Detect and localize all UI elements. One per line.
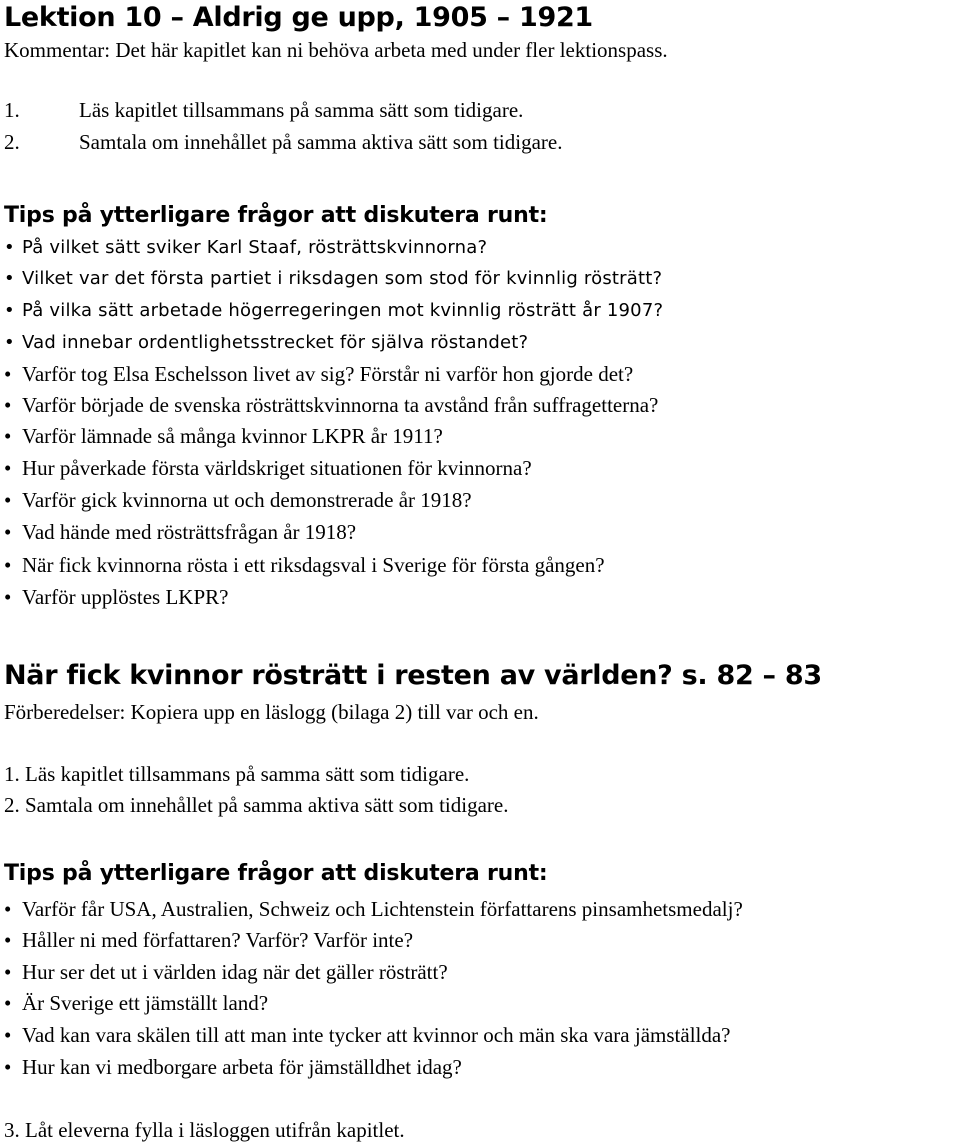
step-number: 2. bbox=[4, 130, 20, 154]
question-item: • Vad kan vara skälen till att man inte tycker att kvinnor och män ska vara jämställda? bbox=[4, 1023, 731, 1047]
question-item: • Är Sverige ett jämställt land? bbox=[4, 991, 269, 1015]
question-item: • Hur kan vi medborgare arbeta för jämställdhet idag? bbox=[4, 1055, 462, 1079]
bullet-icon: • bbox=[4, 585, 12, 609]
question-item: • Varför tog Elsa Eschelsson livet av sig? Förstår ni varför hon gjorde det? bbox=[4, 362, 634, 386]
bullet-icon: • bbox=[4, 300, 15, 321]
question-item: • Varför gick kvinnorna ut och demonstrerade år 1918? bbox=[4, 488, 472, 512]
step-number: 1. bbox=[4, 98, 20, 122]
step-1: 1. Läs kapitlet tillsammans på samma sätt som tidigare. bbox=[4, 762, 470, 786]
preparation-note: Förberedelser: Kopiera upp en läslogg (bilaga 2) till var och en. bbox=[4, 700, 539, 724]
bullet-icon: • bbox=[4, 456, 12, 480]
bullet-icon: • bbox=[4, 553, 12, 577]
question-item: • Vad hände med rösträttsfrågan år 1918? bbox=[4, 520, 357, 544]
bullet-icon: • bbox=[4, 268, 15, 289]
step-1 bbox=[4, 98, 523, 123]
bullet-icon: • bbox=[4, 1055, 12, 1079]
question-item: • Vad innebar ordentlighetsstrecket för själva röstandet? bbox=[4, 332, 529, 353]
bullet-icon: • bbox=[4, 897, 12, 921]
bullet-icon: • bbox=[4, 928, 12, 952]
step-2: 2. Samtala om innehållet på samma aktiva sätt som tidigare. bbox=[4, 793, 509, 817]
bullet-icon: • bbox=[4, 960, 12, 984]
section-title: När fick kvinnor rösträtt i resten av världen? s. 82 – 83 bbox=[4, 660, 822, 691]
bullet-icon: • bbox=[4, 991, 12, 1015]
bullet-icon: • bbox=[4, 520, 12, 544]
question-item: • Vilket var det första partiet i riksdagen som stod för kvinnlig rösträtt? bbox=[4, 268, 663, 289]
final-step: 3. Låt eleverna fylla i läsloggen utifrån kapitlet. bbox=[4, 1118, 405, 1142]
question-item: • Hur ser det ut i världen idag när det gäller rösträtt? bbox=[4, 960, 448, 984]
question-item: • På vilka sätt arbetade högerregeringen mot kvinnlig rösträtt år 1907? bbox=[4, 300, 664, 321]
question-item: • Varför får USA, Australien, Schweiz och Lichtenstein författarens pinsamhetsmedalj? bbox=[4, 897, 743, 921]
question-item: • På vilket sätt sviker Karl Staaf, rösträttskvinnorna? bbox=[4, 237, 488, 258]
question-item: • Varför började de svenska rösträttskvinnorna ta avstånd från suffragetterna? bbox=[4, 393, 659, 417]
bullet-icon: • bbox=[4, 424, 12, 448]
lesson-comment: Kommentar: Det här kapitlet kan ni behöva arbeta med under fler lektionspass. bbox=[4, 38, 668, 62]
question-item: • Håller ni med författaren? Varför? Varför inte? bbox=[4, 928, 414, 952]
bullet-icon: • bbox=[4, 1023, 12, 1047]
step-2 bbox=[4, 130, 562, 155]
bullet-icon: • bbox=[4, 332, 15, 353]
question-item: • Varför upplöstes LKPR? bbox=[4, 585, 229, 609]
lesson-title: Lektion 10 – Aldrig ge upp, 1905 – 1921 bbox=[4, 2, 593, 33]
bullet-icon: • bbox=[4, 393, 12, 417]
question-item: • Hur påverkade första världskriget situationen för kvinnorna? bbox=[4, 456, 532, 480]
bullet-icon: • bbox=[4, 362, 12, 386]
step-text: Läs kapitlet tillsammans på samma sätt som tidigare. bbox=[79, 98, 524, 122]
tips-heading: Tips på ytterligare frågor att diskutera runt: bbox=[4, 203, 548, 228]
question-item: • Varför lämnade så många kvinnor LKPR år 1911? bbox=[4, 424, 443, 448]
question-item: • När fick kvinnorna rösta i ett riksdagsval i Sverige för första gången? bbox=[4, 553, 605, 577]
bullet-icon: • bbox=[4, 488, 12, 512]
step-text: Samtala om innehållet på samma aktiva sätt som tidigare. bbox=[79, 130, 563, 154]
tips-heading: Tips på ytterligare frågor att diskutera runt: bbox=[4, 861, 548, 886]
bullet-icon: • bbox=[4, 237, 15, 258]
